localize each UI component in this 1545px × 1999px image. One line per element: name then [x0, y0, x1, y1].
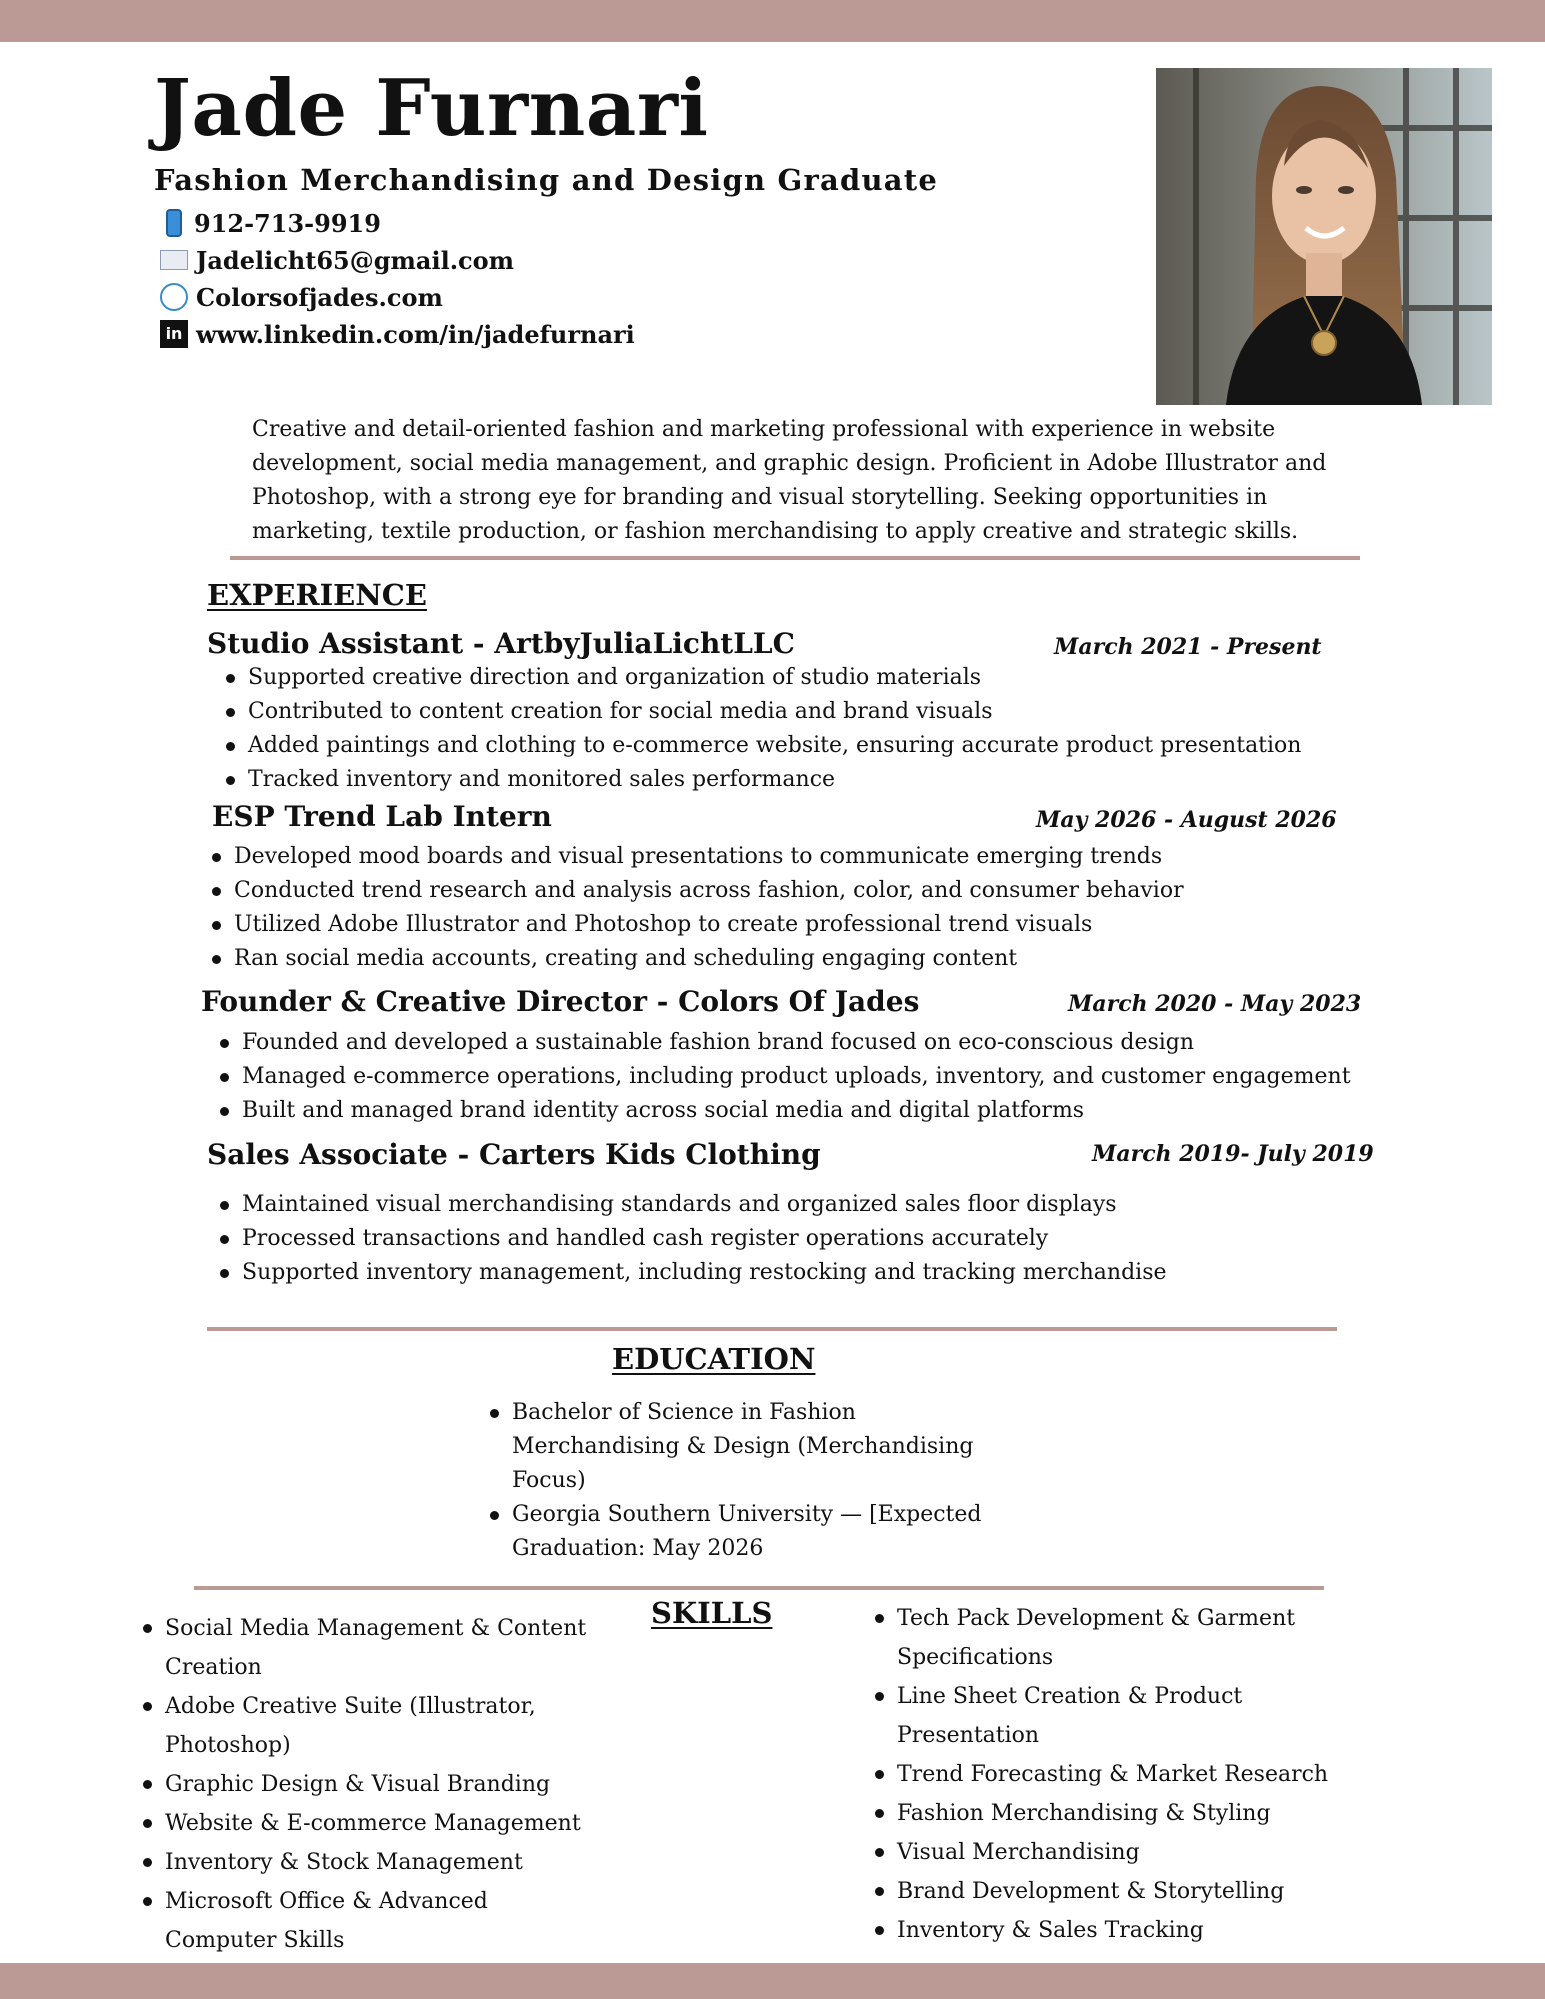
job-bullets: [210, 1188, 1167, 1290]
divider: [230, 556, 1360, 560]
list-item: Graphic Design & Visual Branding: [133, 1765, 603, 1804]
skills-list-left: [133, 1609, 603, 1960]
job-dates: March 2019- July 2019: [1092, 1141, 1374, 1167]
top-color-band: [0, 0, 1545, 42]
job-title: Studio Assistant - ArtbyJuliaLichtLLC: [207, 627, 795, 660]
list-item: Tracked inventory and monitored sales performance: [216, 763, 1301, 797]
list-item: Tech Pack Development & Garment Specifications: [865, 1599, 1335, 1677]
skills-list-right: [865, 1599, 1335, 1950]
list-item: Added paintings and clothing to e-commerce website, ensuring accurate product presentation: [216, 729, 1301, 763]
job-dates: May 2026 - August 2026: [1036, 807, 1337, 833]
job-bullets: [216, 661, 1301, 797]
list-item: Website & E-commerce Management: [133, 1804, 603, 1843]
list-item: Brand Development & Storytelling: [865, 1872, 1335, 1911]
list-item: Fashion Merchandising & Styling: [865, 1794, 1335, 1833]
contact-phone-text: 912-713-9919: [194, 208, 381, 238]
contact-linkedin-text: www.linkedin.com/in/jadefurnari: [196, 319, 635, 349]
list-item: Social Media Management & Content Creation: [133, 1609, 603, 1687]
list-item: Processed transactions and handled cash register operations accurately: [210, 1222, 1167, 1256]
divider: [194, 1586, 1324, 1590]
resume-headline: Fashion Merchandising and Design Graduate: [154, 163, 938, 197]
education-heading: EDUCATION: [612, 1342, 816, 1376]
list-item: Developed mood boards and visual presentations to communicate emerging trends: [202, 840, 1184, 874]
list-item: Managed e-commerce operations, including product uploads, inventory, and customer engagement: [210, 1060, 1351, 1094]
list-item: Founded and developed a sustainable fashion brand focused on eco-conscious design: [210, 1026, 1351, 1060]
profile-photo: [1156, 68, 1492, 405]
list-item: Built and managed brand identity across social media and digital platforms: [210, 1094, 1351, 1128]
list-item: Georgia Southern University — [Expected Graduation: May 2026: [480, 1498, 1020, 1566]
experience-heading: EXPERIENCE: [207, 578, 427, 612]
list-item: Bachelor of Science in Fashion Merchandising & Design (Merchandising Focus): [480, 1396, 1020, 1498]
list-item: Ran social media accounts, creating and scheduling engaging content: [202, 942, 1184, 976]
linkedin-icon: in: [160, 320, 188, 348]
skills-heading: SKILLS: [651, 1596, 773, 1630]
list-item: Visual Merchandising: [865, 1833, 1335, 1872]
contact-email-text: Jadelicht65@gmail.com: [196, 245, 515, 275]
contact-website-text: Colorsofjades.com: [196, 282, 443, 312]
job-title: ESP Trend Lab Intern: [212, 800, 552, 833]
email-icon: [160, 250, 188, 270]
job-bullets: [210, 1026, 1351, 1128]
list-item: Maintained visual merchandising standards and organized sales floor displays: [210, 1188, 1167, 1222]
list-item: Inventory & Sales Tracking: [865, 1911, 1335, 1950]
list-item: Contributed to content creation for social media and brand visuals: [216, 695, 1301, 729]
phone-icon: [166, 209, 182, 237]
job-bullets: [202, 840, 1184, 976]
list-item: Utilized Adobe Illustrator and Photoshop to create professional trend visuals: [202, 908, 1184, 942]
education-list: [480, 1396, 1020, 1566]
job-title: Sales Associate - Carters Kids Clothing: [207, 1138, 821, 1171]
list-item: Inventory & Stock Management: [133, 1843, 603, 1882]
globe-icon: [160, 283, 188, 311]
list-item: Supported inventory management, including restocking and tracking merchandise: [210, 1256, 1167, 1290]
contact-linkedin: [160, 317, 635, 351]
list-item: Supported creative direction and organization of studio materials: [216, 661, 1301, 695]
list-item: Trend Forecasting & Market Research: [865, 1755, 1335, 1794]
contact-phone: [160, 206, 381, 240]
list-item: Line Sheet Creation & Product Presentation: [865, 1677, 1335, 1755]
contact-website: [160, 280, 443, 314]
list-item: Conducted trend research and analysis across fashion, color, and consumer behavior: [202, 874, 1184, 908]
resume-name: Jade Furnari: [154, 63, 709, 154]
summary-paragraph: Creative and detail-oriented fashion and marketing professional with experience in website development, social media management, and graphic design. Proficient in Adobe Illustrator and Photoshop, with a strong eye for branding and visual storytelling. Seeking opportunities in marketing, textile production, or fashion merchandising to apply creative and strategic skills.: [252, 417, 1327, 544]
contact-email: [160, 243, 514, 277]
job-dates: March 2021 - Present: [1054, 634, 1322, 660]
job-dates: March 2020 - May 2023: [1068, 991, 1362, 1017]
list-item: Microsoft Office & Advanced Computer Skills: [133, 1882, 603, 1960]
divider: [207, 1327, 1337, 1331]
list-item: Adobe Creative Suite (Illustrator, Photoshop): [133, 1687, 603, 1765]
job-title: Founder & Creative Director - Colors Of Jades: [201, 985, 920, 1018]
bottom-color-band: [0, 1963, 1545, 1999]
